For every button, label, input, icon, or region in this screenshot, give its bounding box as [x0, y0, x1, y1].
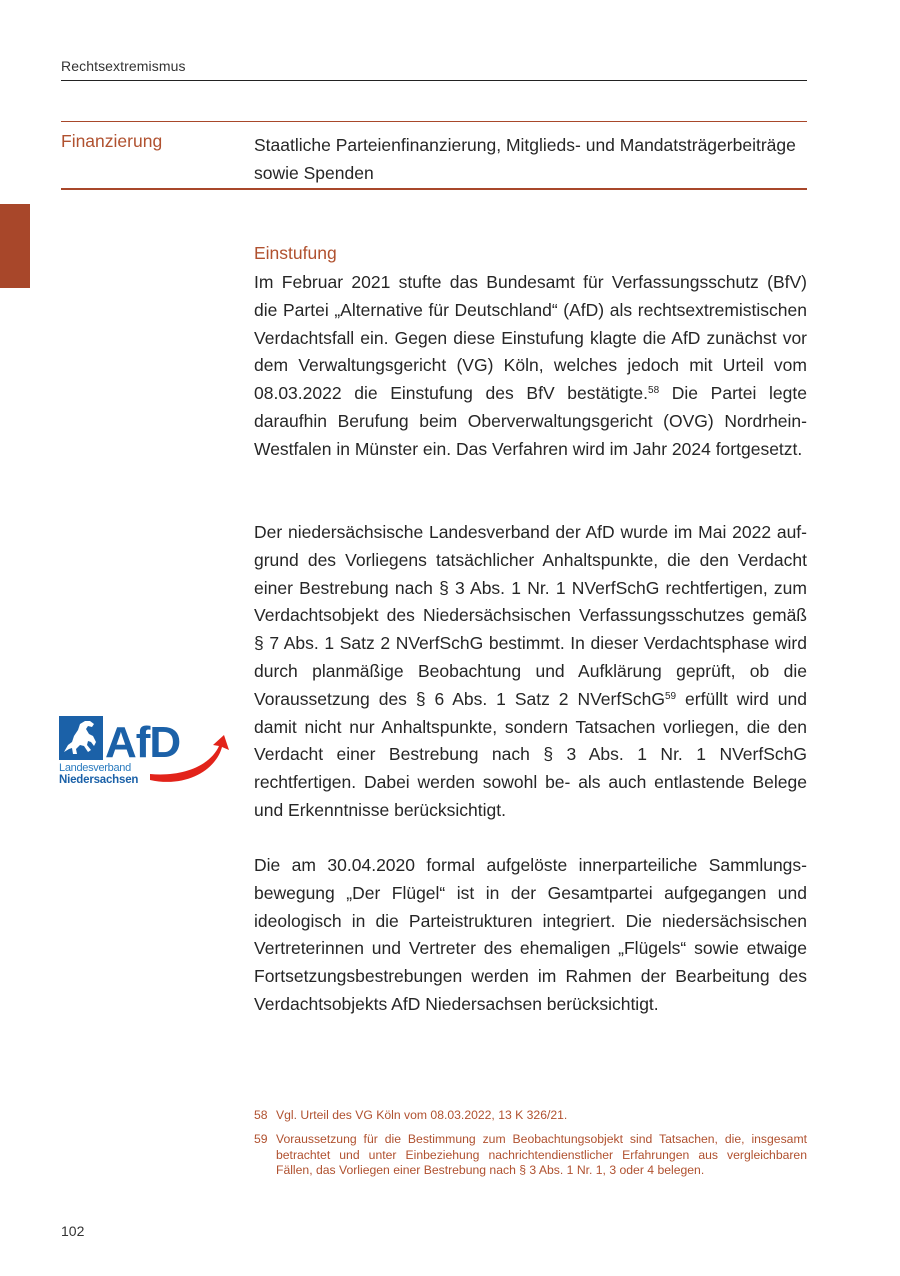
chapter-side-tab	[0, 204, 30, 288]
footnote-number: 58	[254, 1108, 268, 1122]
info-row-bottom-rule	[61, 188, 807, 190]
paragraph-text: erfüllt wird und damit nicht nur Anhaltspunkte, sondern Tatsachen vorliegen, die den Verdacht einer Bestrebung nach § 3 Abs. 1 Nr. 1 NVerfSchG rechtfertigen. Dabei werden sowohl be- als auch entlastende Belege und Erkenntnisse berücksichtigt.	[254, 688, 808, 820]
header-rule	[61, 80, 807, 81]
footnote	[254, 1108, 807, 1124]
info-row-value: Staatliche Parteienfinanzierung, Mitglieds- und Mandatsträgerbeiträge sowie Spenden	[254, 135, 796, 183]
paragraph-state-association	[254, 519, 807, 825]
paragraph-fluegel: Die am 30.04.2020 formal aufgelöste innerparteiliche Sammlungsbewegung „Der Flügel“ ist in der Gesamtpartei aufgegangen und ideologisch in die Parteistrukturen integriert. Die niedersächsischen Vertreterinnen und Vertreter des ehemaligen „Flügels“ sowie etwaige Fortsetzungsbestrebungen werden im Rahmen der Bearbeitung des Verdachtsobjekts AfD Niedersachsen berücksichtigt.	[254, 855, 807, 1014]
footnote-text: Voraussetzung für die Bestimmung zum Beobachtungsobjekt sind Tatsachen, die, insgesamt betrachtet und unter Einbeziehung nachrichtendienstlicher Erfahrungen aus vergleichbaren Fällen, das Vorliegen einer Bestrebung nach § 3 Abs. 1 Nr. 1, 3 oder 4 belegen.	[276, 1131, 807, 1178]
logo-line-2: Niedersachsen	[59, 774, 139, 786]
page-number: 102	[61, 1223, 85, 1239]
afd-niedersachsen-logo	[58, 712, 233, 792]
footnote	[254, 1132, 807, 1179]
paragraph-text: Die Partei legte daraufhin Berufung beim Oberverwaltungsgericht (OVG) Nordrhein-Westfalen in Münster ein. Das Verfahren wird im Jahr 2024 fortgesetzt.	[254, 383, 807, 459]
running-header: Rechtsextremismus	[61, 58, 186, 74]
info-row-label: Finanzierung	[61, 131, 163, 151]
section-heading: Einstufung	[254, 243, 337, 263]
paragraph-classification	[254, 269, 807, 464]
logo-wordmark: AfD	[105, 718, 181, 767]
paragraph-text: Im Februar 2021 stufte das Bundesamt für Verfassungsschutz (BfV) die Partei „Alternative für Deutschland“ (AfD) als rechtsextremistischen Verdachtsfall ein. Gegen diese Einstufung klagte die AfD zunächst vor dem Verwaltungsgericht (VG) Köln, welches jedoch mit Urteil vom 08.03.2022 die Einstufung des BfV bestätigte.	[254, 272, 807, 404]
footnote-number: 59	[254, 1131, 268, 1146]
logo-line-1: Landesverband	[59, 762, 131, 774]
footnote-ref-58[interactable]: 58	[648, 385, 660, 397]
paragraph-text: Der niedersächsische Landesverband der AfD wurde im Mai 2022 aufgrund des Vorliegens tatsächlicher Anhaltspunkte, die den Verdacht einer Bestrebung nach § 3 Abs. 1 Nr. 1 NVerfSchG rechtfertigen, zum Verdachtsobjekt des Niedersächsischen Verfassungsschutzes gemäß § 7 Abs. 1 Satz 2 NVerfSchG bestimmt. In dieser Verdachtsphase wird durch planmäßige Beobachtung und Aufklärung geprüft, ob die Voraussetzung des § 6 Abs. 1 Satz 2 NVerfSchG	[254, 522, 807, 709]
footnote-ref-59[interactable]: 59	[665, 690, 677, 702]
footnotes	[254, 1108, 807, 1187]
footnote-text: Vgl. Urteil des VG Köln vom 08.03.2022, 13 K 326/21.	[276, 1108, 568, 1122]
info-row-top-rule	[61, 121, 807, 122]
